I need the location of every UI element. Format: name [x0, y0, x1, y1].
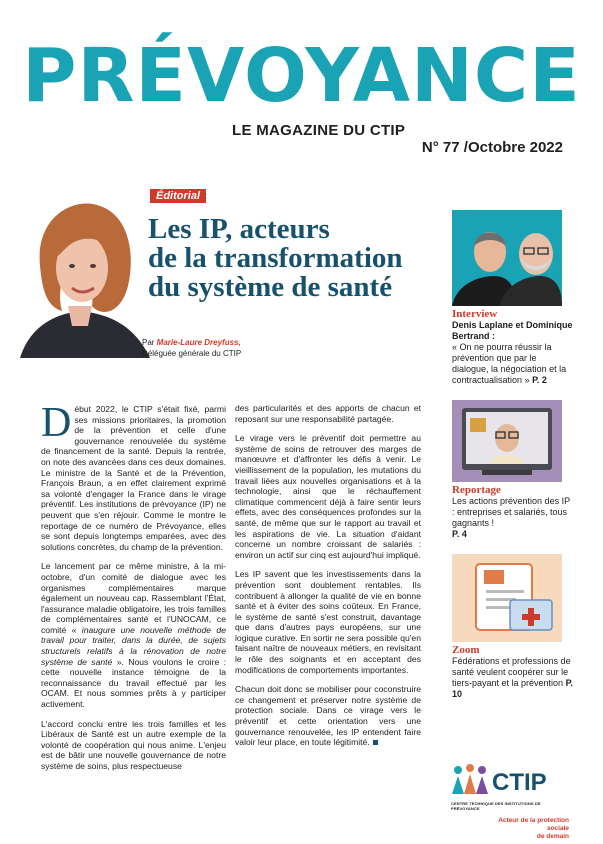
author-name: Marie-Laure Dreyfuss, — [156, 338, 241, 347]
paragraph-5: Le virage vers le préventif doit permettre au système de soins de retrouver des marges de manœuvre et d'affronter les défis à venir. Le vieillissement de la population, les mutations du travail liées aux nouvelles organisations et à la technologie, ainsi que le réchauffement climatique commencent déjà à faire sentir leurs effets, avec des conséquences profondes sur la santé, de même que sur le rapport au travail et les aspirations de vie. La situation d'aidant concerne un nombre croissant de salariés : environ un actif sur cinq est aujourd'hui impliqué. — [235, 433, 421, 560]
body-column-2 — [235, 403, 421, 757]
paragraph-2-quote: inaugure une nouvelle méthode de travail pour traiter, dans la durée, de sujets structurels relatifs à la rénovation de notre système de santé — [41, 624, 226, 667]
paragraph-2 — [41, 561, 226, 709]
end-mark-icon — [373, 740, 378, 745]
reportage-text: Les actions prévention des IP : entreprises et salariés, tous gagnants ! — [452, 496, 570, 528]
issue-number: N° 77 /Octobre 2022 — [421, 139, 563, 156]
reportage-label: Reportage — [452, 484, 501, 496]
ctip-tagline-1: Acteur de la protection sociale — [498, 817, 569, 832]
ctip-caption: CENTRE TECHNIQUE DES INSTITUTIONS DE PRÉVOYANCE — [451, 801, 541, 811]
sidebar-summary — [452, 210, 574, 700]
paragraph-6: Les IP savent que les investissements dans la prévention sont doublement rentables. Ils contribuent à allonger la qualité de vie en bonne santé et à éviter des soins coûteux. En France, le système de santé s'est construit, davantage que dans d'autres pays européens, sur une logique curative. En sortir ne sera possible qu'en faisant naître de nouveaux métiers, en revisitant le rôle des soignants et en acceptant des modifications de comportements importantes. — [235, 569, 421, 675]
interview-names: Denis Laplane et Dominique Bertrand : — [452, 320, 573, 341]
ctip-tagline — [485, 817, 569, 841]
zoom-summary — [452, 656, 574, 700]
byline-prefix: Par — [142, 338, 157, 347]
paragraph-2-b: ». Nous voulons le croire : cette nouvelle instance témoigne de la reconnaissance du travail effectué par les OCAM. Et nous sommes prêts à y participer activement. — [41, 656, 226, 710]
headline-line-2: de la transformation — [148, 242, 403, 274]
interview-quote: « On ne pourra réussir la prévention que par le dialogue, la négociation et la contractualisation » — [452, 342, 567, 385]
ctip-logo-text: CTIP — [492, 769, 547, 796]
author-role: Déléguée générale du CTIP — [142, 349, 242, 358]
interview-photo — [452, 210, 562, 306]
headline-line-1: Les IP, acteurs — [148, 213, 330, 245]
zoom-label: Zoom — [452, 644, 480, 656]
interview-summary — [452, 320, 574, 386]
paragraph-4: des particularités et des apports de chacun et reposant sur une responsabilité partagée. — [235, 403, 421, 424]
paragraph-3: L'accord conclu entre les trois familles et les Libéraux de Santé est un autre exemple de la volonté de coopération qui nous anime. L'enjeu est de bâtir une nouvelle gouvernance de notre système de soins, plus respectueuse — [41, 718, 226, 771]
reportage-page: P. 4 — [452, 529, 467, 539]
editorial-headline — [148, 215, 433, 302]
author-portrait — [0, 186, 160, 358]
paragraph-2-a: Le lancement par ce même ministre, à la mi-octobre, d'un comité de dialogue avec les organismes complémentaires marque également un nouveau cap. Rassemblant l'État, l'assurance maladie obligatoire, les trois familles de complémentaires santé et l'UNOCAM, ce comité « — [41, 561, 226, 635]
zoom-illustration — [452, 554, 562, 642]
magazine-title: PRÉVOYANCE — [22, 33, 581, 119]
editorial-tag: Éditorial — [150, 189, 206, 203]
zoom-text: Fédérations et professions de santé veulent coopérer sur le tiers-payant et la prévention — [452, 656, 571, 688]
dropcap: D — [41, 400, 72, 446]
paragraph-1 — [41, 400, 226, 552]
reportage-summary — [452, 496, 574, 540]
ctip-tagline-2: de demain — [536, 833, 569, 840]
headline-line-3: du système de santé — [148, 271, 393, 303]
paragraph-1-text: ébut 2022, le CTIP s'était fixé, parmi ses missions prioritaires, la promotion de la prévention et celle d'une gouvernance renouvelée du système de financement de la santé. Depuis la rentrée, on note des avancées dans ces deux domaines. Le ministre de la Santé et de la Prévention, François Braun, a en effet clairement exprimé sa volonté d'engager la France dans le virage préventif. Les institutions de prévoyance (IP) ne peuvent que s'en réjouir. Comme le montre le reportage de ce numéro de Prévoyance, elles se sont depuis longtemps emparées, avec des solutions concrètes, du champ de la prévention. — [41, 404, 226, 552]
reportage-photo — [452, 400, 562, 482]
paragraph-7 — [235, 684, 421, 748]
zoom-page: P. 10 — [452, 678, 573, 699]
magazine-subtitle: LE MAGAZINE DU CTIP — [232, 122, 406, 139]
body-column-1 — [41, 400, 226, 781]
interview-label: Interview — [452, 308, 498, 320]
byline — [142, 337, 241, 359]
paragraph-7-text: Chacun doit donc se mobiliser pour coconstruire ce changement et préserver notre système de protection sociale. Dans ce virage vers le préventif et cette orientation vers une gouvernance renouvelée, les IP entendent faire valoir leur place, en toute légitimité. — [235, 684, 421, 748]
interview-page: P. 2 — [532, 375, 547, 385]
